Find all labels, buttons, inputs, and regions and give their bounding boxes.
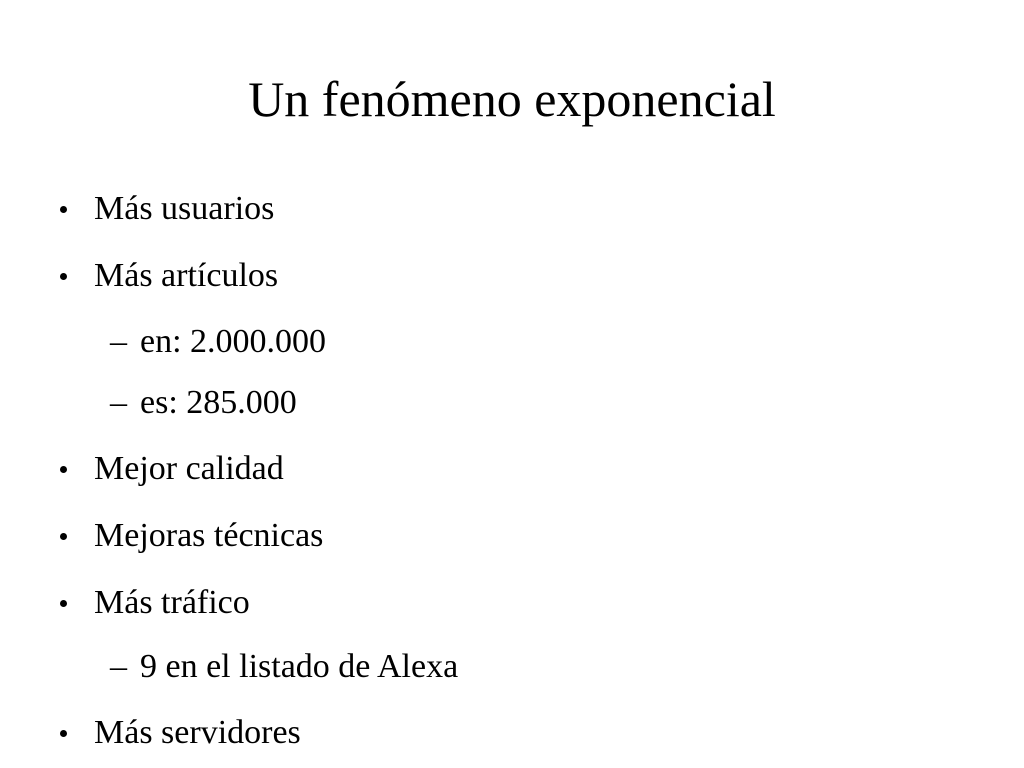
dash-marker: – [110,323,127,360]
sub-bullet-text: 9 en el listado de Alexa [140,648,459,685]
dash-marker: – [110,648,127,685]
slide-title: Un fenómeno exponencial [248,71,776,127]
sub-bullet-text: es: 285.000 [140,384,297,421]
sub-bullet-item [0,383,1024,423]
bullet-dot-icon [60,273,67,280]
bullet-text: Más artículos [94,257,279,294]
sub-bullet-item [0,647,1024,687]
sub-bullet-item [0,322,1024,362]
bullet-item [0,189,1024,229]
bullet-item [0,516,1024,556]
bullet-item [0,449,1024,489]
bullet-text: Más servidores [94,714,301,751]
bullet-text: Mejor calidad [94,450,284,487]
bullet-item [0,713,1024,753]
bullet-text: Mejoras técnicas [94,517,324,554]
bullet-dot-icon [60,466,67,473]
bullet-dot-icon [60,533,67,540]
sub-bullet-text: en: 2.000.000 [140,323,327,360]
bullet-dot-icon [60,600,67,607]
bullet-dot-icon [60,730,67,737]
dash-marker: – [110,384,127,421]
bullet-item [0,583,1024,623]
bullet-item [0,256,1024,296]
bullet-dot-icon [60,206,67,213]
bullet-text: Más usuarios [94,190,275,227]
bullet-text: Más tráfico [94,584,250,621]
